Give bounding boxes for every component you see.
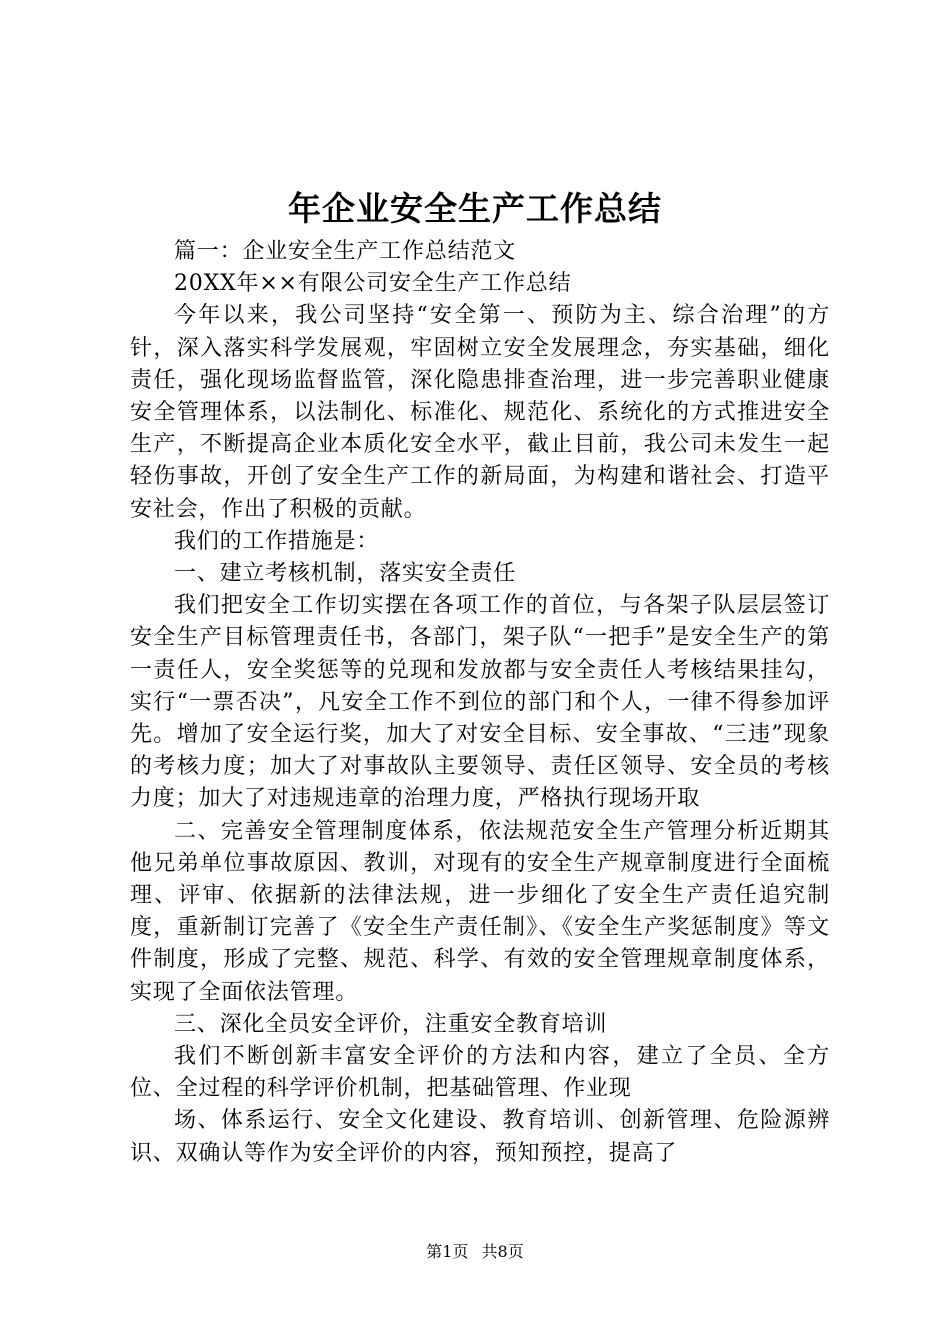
- body-paragraph: 我们的工作措施是：: [174, 528, 380, 554]
- body-paragraph: 我们不断创新丰富安全评价的方法和内容，建立了全员、全方位、全过程的科学评价机制，把基础管理、作业现: [130, 1044, 830, 1102]
- document-title: 年企业安全生产工作总结: [288, 189, 662, 228]
- body-paragraph: 场、体系运行、安全文化建设、教育培训、创新管理、危险源辨识、双确认等作为安全评价的内容，预知预控，提高了: [130, 1108, 830, 1166]
- subsection-heading: 一、建立考核机制，落实安全责任: [174, 561, 517, 587]
- document-body: [130, 236, 830, 1170]
- body-paragraph: 二、完善安全管理制度体系，依法规范安全生产管理分析近期其他兄弟单位事故原因、教训，对现有的安全生产规章制度进行全面梳理、评审、依据新的法律法规，进一步细化了安全生产责任追究制度，重新制订完善了《安全生产责任制》、《安全生产奖惩制度》等文件制度，形成了完整、规范、科学、有效的安全管理规章制度体系，实现了全面依法管理。: [130, 818, 830, 1005]
- page-footer: [0, 1240, 950, 1264]
- section-heading: 篇一：企业安全生产工作总结范文: [174, 239, 517, 264]
- body-paragraph: 今年以来，我公司坚持“安全第一、预防为主、综合治理”的方针，深入落实科学发展观，牢固树立安全发展理念，夯实基础，细化责任，强化现场监督监管，深化隐患排查治理，进一步完善职业健康安全管理体系，以法制化、标准化、规范化、系统化的方式推进安全生产，不断提高企业本质化安全水平，截止目前，我公司未发生一起轻伤事故，开创了安全生产工作的新局面，为构建和谐社会、打造平安社会，作出了积极的贡献。: [130, 303, 830, 522]
- body-paragraph: 我们把安全工作切实摆在各项工作的首位，与各架子队层层签订安全生产目标管理责任书，各部门，架子队“一把手”是安全生产的第一责任人，安全奖惩等的兑现和发放都与安全责任人考核结果挂勾，实行“一票否决”，凡安全工作不到位的部门和个人，一律不得参加评先。增加了安全运行奖，加大了对安全目标、安全事故、“三违”现象的考核力度；加大了对事故队主要领导、责任区领导、安全员的考核力度；加大了对违规违章的治理力度，严格执行现场开取: [130, 593, 830, 812]
- page-total: 共8页: [481, 1242, 524, 1261]
- page-number: 第1页: [426, 1242, 469, 1261]
- subsection-heading: 三、深化全员安全评价，注重安全教育培训: [174, 1011, 608, 1037]
- report-title: 20XX年××有限公司安全生产工作总结: [174, 271, 572, 297]
